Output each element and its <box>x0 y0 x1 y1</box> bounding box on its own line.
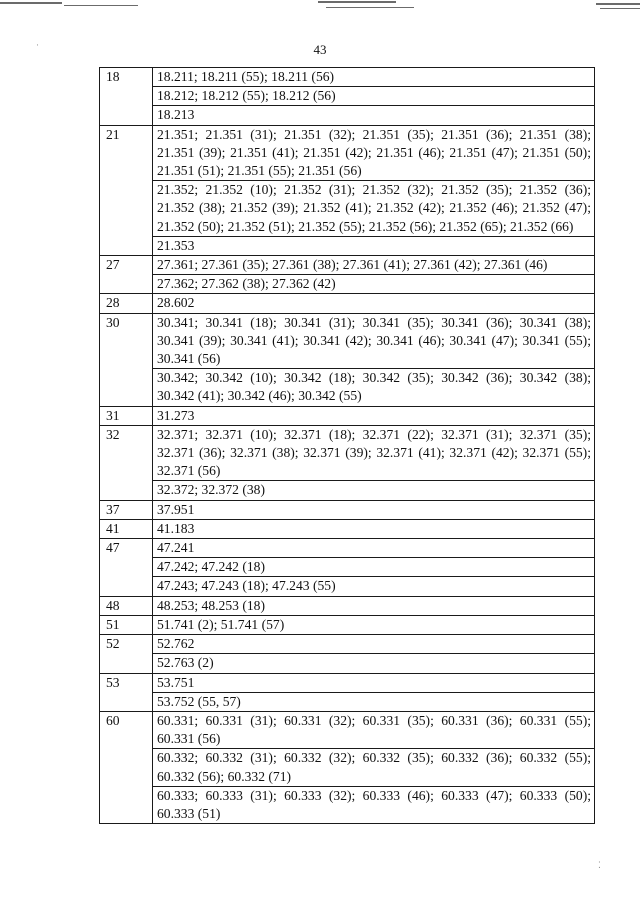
value-cell: 37.951 <box>153 500 595 519</box>
table-row <box>100 558 595 577</box>
table-row <box>100 125 595 181</box>
value-cell: 32.372; 32.372 (38) <box>153 481 595 500</box>
code-cell: 18 <box>100 68 153 126</box>
table-row <box>100 236 595 255</box>
value-cell: 41.183 <box>153 519 595 538</box>
table-row <box>100 256 595 275</box>
scan-artifact-top <box>0 0 640 14</box>
value-cell: 51.741 (2); 51.741 (57) <box>153 615 595 634</box>
table-row <box>100 275 595 294</box>
value-cell: 31.273 <box>153 406 595 425</box>
code-cell: 51 <box>100 615 153 634</box>
value-cell: 18.213 <box>153 106 595 125</box>
value-cell: 60.332; 60.332 (31); 60.332 (32); 60.332 (35); 60.332 (36); 60.332 (55); 60.332 (56); 60.332 (71) <box>153 749 595 786</box>
code-cell: 28 <box>100 294 153 313</box>
code-cell: 41 <box>100 519 153 538</box>
table-row <box>100 577 595 596</box>
scan-dot: · <box>36 40 39 50</box>
value-cell: 60.331; 60.331 (31); 60.331 (32); 60.331 (35); 60.331 (36); 60.331 (55); 60.331 (56) <box>153 711 595 748</box>
value-cell: 47.243; 47.243 (18); 47.243 (55) <box>153 577 595 596</box>
value-cell: 21.353 <box>153 236 595 255</box>
table-row <box>100 481 595 500</box>
table-row <box>100 106 595 125</box>
value-cell: 53.752 (55, 57) <box>153 692 595 711</box>
value-cell: 27.362; 27.362 (38); 27.362 (42) <box>153 275 595 294</box>
table-row <box>100 519 595 538</box>
value-cell: 52.763 (2) <box>153 654 595 673</box>
code-cell: 21 <box>100 125 153 255</box>
code-cell: 32 <box>100 425 153 500</box>
code-cell: 48 <box>100 596 153 615</box>
table-row <box>100 692 595 711</box>
value-cell: 60.333; 60.333 (31); 60.333 (32); 60.333 (46); 60.333 (47); 60.333 (50); 60.333 (51) <box>153 786 595 823</box>
table-row <box>100 654 595 673</box>
table-row <box>100 294 595 313</box>
value-cell: 47.242; 47.242 (18) <box>153 558 595 577</box>
value-cell: 21.352; 21.352 (10); 21.352 (31); 21.352 (32); 21.352 (35); 21.352 (36); 21.352 (38); 21.352 (39); 21.352 (41); 21.352 (42); 21.352 (46); 21.352 (47); 21.352 (50); 21.352 (51); 21.352 (55); 21.352 (56); 21.352 (65); 21.352 (66) <box>153 181 595 237</box>
value-cell: 53.751 <box>153 673 595 692</box>
table-row <box>100 749 595 786</box>
table-row <box>100 673 595 692</box>
table-row <box>100 596 595 615</box>
value-cell: 48.253; 48.253 (18) <box>153 596 595 615</box>
code-cell: 47 <box>100 539 153 597</box>
code-cell: 53 <box>100 673 153 711</box>
table-row <box>100 313 595 369</box>
value-cell: 32.371; 32.371 (10); 32.371 (18); 32.371 (22); 32.371 (31); 32.371 (35); 32.371 (36); 32.371 (38); 32.371 (39); 32.371 (41); 32.371 (42); 32.371 (55); 32.371 (56) <box>153 425 595 481</box>
code-cell: 31 <box>100 406 153 425</box>
value-cell: 18.211; 18.211 (55); 18.211 (56) <box>153 68 595 87</box>
table-row <box>100 425 595 481</box>
code-cell: 27 <box>100 256 153 294</box>
page-number: 43 <box>313 42 327 57</box>
table-row <box>100 786 595 823</box>
table-row <box>100 369 595 406</box>
code-cell: 30 <box>100 313 153 406</box>
table-row <box>100 539 595 558</box>
code-cell: 37 <box>100 500 153 519</box>
value-cell: 52.762 <box>153 635 595 654</box>
table-row <box>100 181 595 237</box>
table-row <box>100 635 595 654</box>
classification-table <box>99 67 595 824</box>
table-row <box>100 68 595 87</box>
code-cell: 52 <box>100 635 153 673</box>
table-row <box>100 87 595 106</box>
scan-mark: ⁚ <box>598 860 601 870</box>
value-cell: 30.341; 30.341 (18); 30.341 (31); 30.341 (35); 30.341 (36); 30.341 (38); 30.341 (39); 30.341 (41); 30.341 (42); 30.341 (46); 30.341 (47); 30.341 (55); 30.341 (56) <box>153 313 595 369</box>
value-cell: 27.361; 27.361 (35); 27.361 (38); 27.361 (41); 27.361 (42); 27.361 (46) <box>153 256 595 275</box>
value-cell: 21.351; 21.351 (31); 21.351 (32); 21.351 (35); 21.351 (36); 21.351 (38); 21.351 (39); 21.351 (41); 21.351 (42); 21.351 (46); 21.351 (47); 21.351 (50); 21.351 (51); 21.351 (55); 21.351 (56) <box>153 125 595 181</box>
value-cell: 18.212; 18.212 (55); 18.212 (56) <box>153 87 595 106</box>
table-body <box>100 68 595 824</box>
table-row <box>100 615 595 634</box>
table-row <box>100 406 595 425</box>
value-cell: 30.342; 30.342 (10); 30.342 (18); 30.342 (35); 30.342 (36); 30.342 (38); 30.342 (41); 30.342 (46); 30.342 (55) <box>153 369 595 406</box>
value-cell: 28.602 <box>153 294 595 313</box>
table-row <box>100 500 595 519</box>
value-cell: 47.241 <box>153 539 595 558</box>
table-row <box>100 711 595 748</box>
code-cell: 60 <box>100 711 153 823</box>
